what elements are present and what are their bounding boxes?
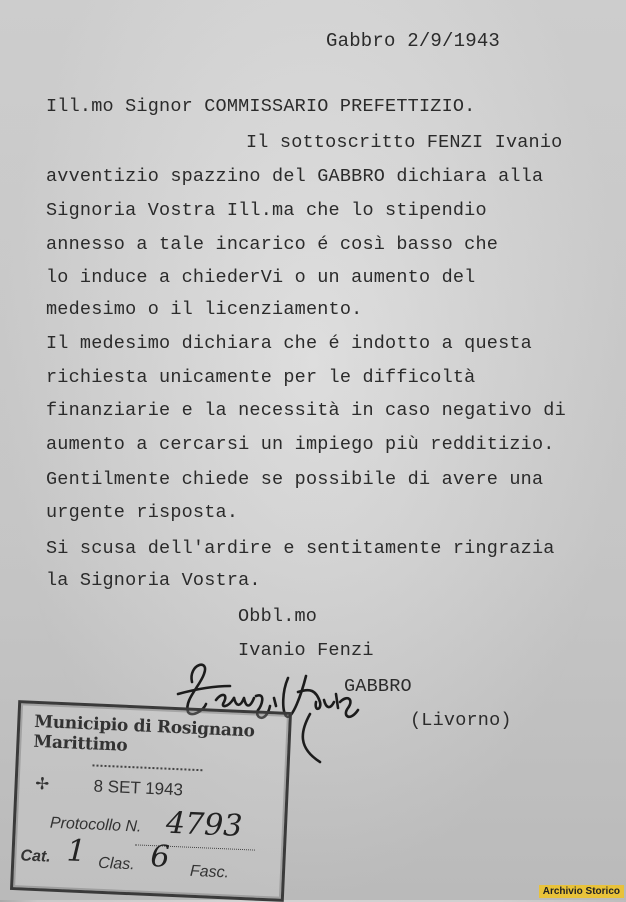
body-line: medesimo o il licenziamento.: [46, 299, 363, 320]
stamp-fasc-label: Fasc.: [189, 862, 230, 882]
body-line: Si scusa dell'ardire e sentitamente ringrazia: [46, 538, 555, 559]
body-line: la Signoria Vostra.: [46, 570, 261, 591]
stamp-date: 8 SET 1943: [93, 776, 184, 800]
stamp-dotted-line: [92, 764, 202, 771]
archive-watermark: Archivio Storico: [539, 885, 624, 898]
letter-place: GABBRO: [344, 676, 412, 697]
stamp-clas-label: Clas.: [97, 854, 136, 874]
body-line: Gentilmente chiede se possibile di avere una: [46, 469, 544, 490]
body-line: Il medesimo dichiara che é indotto a questa: [46, 333, 532, 354]
letter-date: Gabbro 2/9/1943: [326, 30, 501, 52]
body-line: annesso a tale incarico é così basso che: [46, 234, 499, 255]
body-line: avventizio spazzino del GABBRO dichiara alla: [46, 166, 544, 187]
stamp-title: Municipio di Rosignano Marittimo: [33, 711, 256, 756]
letter-name: Ivanio Fenzi: [238, 640, 374, 661]
body-line: richiesta unicamente per le difficoltà: [46, 367, 476, 388]
municipal-stamp: [10, 700, 292, 902]
body-line: lo induce a chiederVi o un aumento del: [46, 267, 476, 288]
body-line: Il sottoscritto FENZI Ivanio: [246, 132, 563, 153]
body-line: urgente risposta.: [46, 502, 239, 523]
stamp-protocol-number: 4793: [165, 805, 244, 844]
letter-province: (Livorno): [410, 710, 512, 731]
body-line: Signoria Vostra Ill.ma che lo stipendio: [46, 200, 487, 221]
body-line: finanziarie e la necessità in caso negativo di: [46, 400, 566, 421]
stamp-cat-value: 1: [65, 833, 87, 870]
body-line: aumento a cercarsi un impiego più redditizio.: [46, 434, 555, 455]
letter-salutation: Ill.mo Signor COMMISSARIO PREFETTIZIO.: [46, 96, 476, 117]
stamp-protocol-label: Protocollo N.: [49, 814, 142, 836]
stamp-cat-label: Cat.: [20, 847, 52, 866]
cross-icon: ✢: [35, 770, 50, 797]
stamp-clas-value: 6: [149, 839, 171, 875]
letter-closing: Obbl.mo: [238, 606, 318, 627]
